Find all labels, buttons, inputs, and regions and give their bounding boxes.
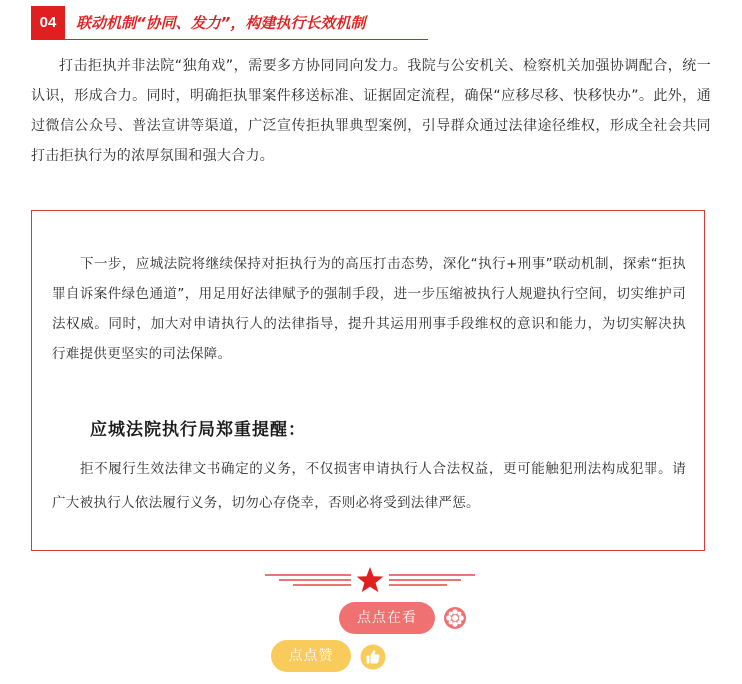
flower-icon[interactable] [443,606,467,630]
divider-lines-left [265,575,351,585]
reminder-heading: 应城法院执行局郑重提醒： [90,420,306,440]
notice-box [31,210,705,551]
divider-lines-right [389,575,475,585]
section-title: 联动机制“协同、发力”，构建执行长效机制 [76,14,366,32]
next-step-paragraph: 下一步，应城法院将继续保持对拒执行为的高压打击态势，深化“执行+刑事”联动机制，探索“拒执罪自诉案件绿色通道”，用足用好法律赋予的强制手段，进一步压缩被执行人规避执行空间，切实维护司法权威。同时，加大对申请执行人的法律指导，提升其运用刑事手段维权的意识和能力，为切实解决执行难提供更坚实的司法保障。 [52,256,686,362]
star-divider [265,566,475,596]
reminder-paragraph: 拒不履行生效法律文书确定的义务，不仅损害申请执行人合法权益，更可能触犯刑法构成犯罪。请广大被执行人依法履行义务，切勿心存侥幸，否则必将受到法律严惩。 [52,461,686,511]
intro-paragraph: 打击拒执并非法院“独角戏”，需要多方协同同向发力。我院与公安机关、检察机关加强协调配合，统一认识，形成合力。同时，明确拒执罪案件移送标准、证据固定流程，确保“应移尽移、快移快办”。此外，通过微信公众号、普法宣讲等渠道，广泛宣传拒执罪典型案例，引导群众通过法律途径维权，形成全社会共同打击拒执行为的浓厚氛围和强大合力。 [31,58,711,164]
section-underline [65,39,428,40]
like-button[interactable]: 点点赞 [271,640,351,672]
section-header [31,6,401,40]
section-number-badge: 04 [31,6,65,40]
thumbs-up-icon[interactable] [360,644,386,670]
watch-button[interactable]: 点点在看 [339,602,435,634]
star-icon [357,567,384,592]
